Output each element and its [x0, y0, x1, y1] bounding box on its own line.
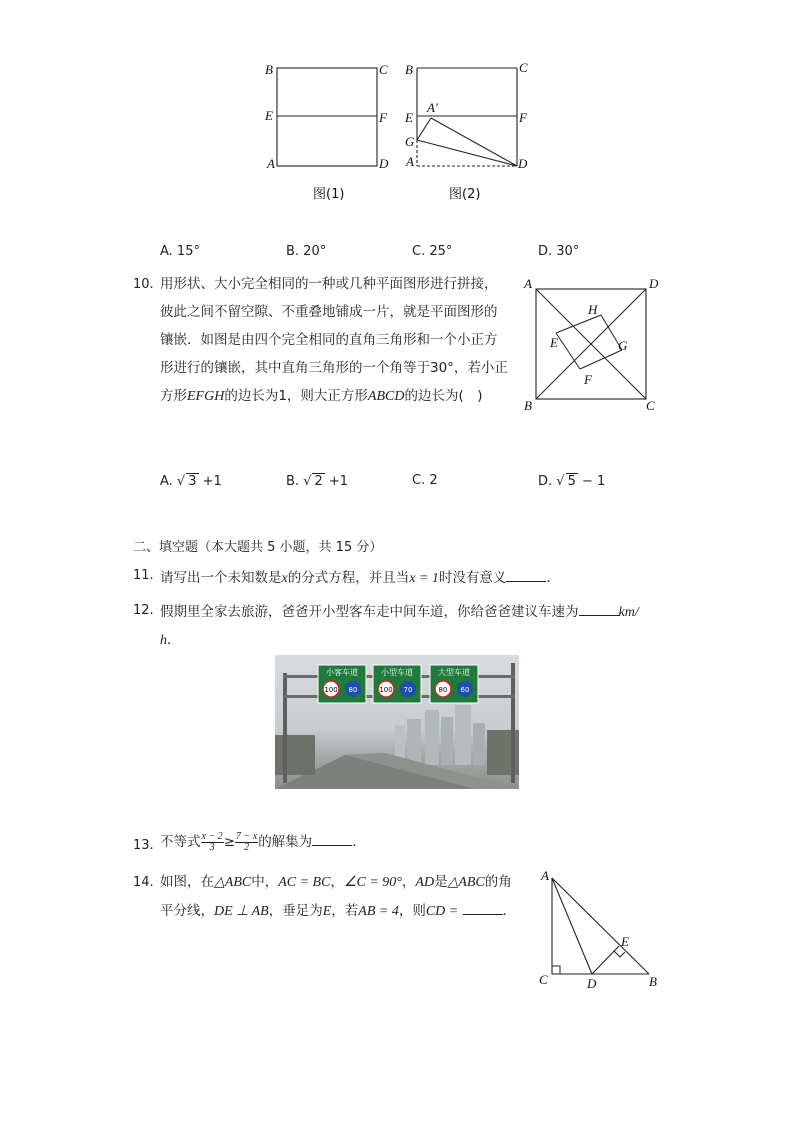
q10-text — [160, 270, 508, 411]
q12-number: 12. — [133, 603, 154, 618]
q10-line-3: 镶嵌．如图是由四个完全相同的直角三角形和一个小正方 — [160, 332, 498, 348]
q10-line-5: 方形EFGH的边长为1，则大正方形ABCD的边长为( ) — [160, 388, 483, 404]
sign-lane-2 — [373, 665, 421, 703]
sign-lane-2-title: 小型车道 — [381, 668, 413, 677]
q10-label-b: B — [524, 398, 532, 413]
fig2-label-c: C — [519, 60, 528, 75]
q13-fraction-1: $\frac{x - 2}{3}$ — [201, 830, 223, 853]
sign-lane-3-max: 80 — [438, 686, 448, 694]
figure-1 — [264, 62, 389, 202]
sign-lane-3-title: 大型车道 — [438, 668, 470, 677]
q14-label-d: D — [587, 976, 597, 991]
q10-label-c: C — [646, 398, 655, 413]
q11-text: 请写出一个未知数是x的分式方程，并且当x = 1时没有意义 ． — [160, 570, 560, 586]
sign-lane-2-min: 70 — [403, 686, 413, 694]
q9-option-c[interactable]: C. 25° — [412, 244, 453, 259]
q14-side-ab — [552, 878, 649, 974]
q13-fraction-2: $\frac{7 - x}{2}$ — [236, 830, 258, 853]
fig2-folded-edge — [417, 118, 431, 140]
q14-bisector-ad — [552, 878, 592, 974]
fig2-label-a: A — [406, 154, 414, 169]
q10-line-2: 彼此之间不留空隙、不重叠地铺成一片，就是平面图形的 — [160, 304, 498, 320]
fig1-caption: 图(1) — [313, 187, 345, 202]
q14-label-a: A — [541, 868, 549, 883]
q10-line-4: 形进行的镶嵌，其中直角三角形的一个角等于30°，若小正 — [160, 360, 508, 376]
q12-text: 假期里全家去旅游，爸爸开小型客车走中间车道，你给爸爸建议车速为 km/ — [160, 604, 639, 620]
q10-label-f: F — [584, 372, 592, 387]
q10-label-a: A — [524, 276, 532, 291]
fold-figures — [255, 58, 545, 208]
q14-line-2: 平分线，DE ⊥ AB，垂足为E，若AB = 4，则CD = ． — [160, 903, 517, 919]
fig1-label-b: B — [265, 62, 273, 77]
q14-perpendicular-de — [592, 946, 619, 974]
q10-figure — [518, 272, 668, 420]
q14-label-b: B — [649, 974, 657, 989]
sign-lane-2-max: 100 — [379, 686, 393, 694]
fig2-label-a-prime: A′ — [427, 100, 438, 115]
q9-option-d[interactable]: D. 30° — [538, 244, 580, 259]
sign-lane-3 — [430, 665, 478, 703]
q9-option-a[interactable]: A. 15° — [160, 244, 200, 259]
q13-answer-blank[interactable] — [312, 833, 352, 846]
q10-option-c[interactable]: C. 2 — [412, 473, 438, 488]
q10-segment-eh — [556, 315, 601, 333]
fig1-label-d: D — [379, 156, 389, 171]
sign-lane-1 — [318, 665, 366, 703]
q14-figure — [535, 866, 670, 996]
q10-label-g: G — [618, 338, 628, 353]
q14-text — [160, 868, 516, 926]
fig2-label-e: E — [405, 110, 413, 125]
fig1-rectangle — [277, 68, 377, 166]
fig1-label-a: A — [267, 156, 275, 171]
q11-answer-blank[interactable] — [506, 569, 546, 582]
q10-option-d[interactable]: D. √ 5 − 1 — [538, 474, 606, 489]
q14-answer-blank[interactable] — [463, 902, 503, 915]
q14-line-1: 如图，在△ABC中，AC = BC，∠C = 90°，AD是△ABC的角 — [160, 874, 512, 890]
q14-number: 14. — [133, 875, 154, 890]
q9-option-b[interactable]: B. 20° — [286, 244, 327, 259]
figure-2 — [404, 60, 528, 202]
q10-segment-gf — [580, 350, 622, 369]
q14-right-angle-e — [614, 951, 625, 957]
q10-number: 10. — [133, 277, 154, 292]
fig1-label-c: C — [379, 62, 388, 77]
fig2-label-g: G — [405, 134, 415, 149]
q14-right-angle-c — [552, 966, 560, 974]
highway-sign-photo — [275, 655, 519, 789]
q11-number: 11. — [133, 568, 154, 583]
q14-label-e: E — [621, 934, 629, 949]
fig2-caption: 图(2) — [449, 187, 481, 202]
q10-label-d: D — [649, 276, 659, 291]
sign-lane-1-title: 小客车道 — [326, 668, 358, 677]
fig1-label-e: E — [265, 108, 273, 123]
fig2-label-d: D — [518, 156, 528, 171]
q12-text-line-2: h． — [160, 632, 181, 648]
q13-text: 不等式 $\frac{x - 2}{3}$ ≥ $\frac{7 - x}{2}$ 的解集为 ． — [160, 830, 366, 853]
q10-label-e: E — [550, 335, 558, 350]
q12-answer-blank[interactable] — [579, 603, 619, 616]
q10-line-1: 用形状、大小完全相同的一种或几种平面图形进行拼接， — [160, 276, 498, 292]
fig2-label-f: F — [519, 110, 527, 125]
sign-lane-1-max: 100 — [324, 686, 338, 694]
section-2-title: 二、填空题（本大题共 5 小题，共 15 分） — [133, 540, 383, 555]
sign-lane-3-min: 60 — [460, 686, 470, 694]
sign-lane-1-min: 80 — [348, 686, 358, 694]
q14-label-c: C — [539, 972, 548, 987]
q10-segment-fe — [556, 333, 580, 369]
q10-label-h: H — [588, 302, 598, 317]
fig2-crease — [417, 140, 517, 166]
fig2-label-b: B — [405, 62, 413, 77]
q10-option-a[interactable]: A. √ 3 +1 — [160, 474, 222, 489]
q13-number: 13. — [133, 838, 154, 853]
q10-option-b[interactable]: B. √ 2 +1 — [286, 474, 349, 489]
fig1-label-f: F — [379, 110, 387, 125]
